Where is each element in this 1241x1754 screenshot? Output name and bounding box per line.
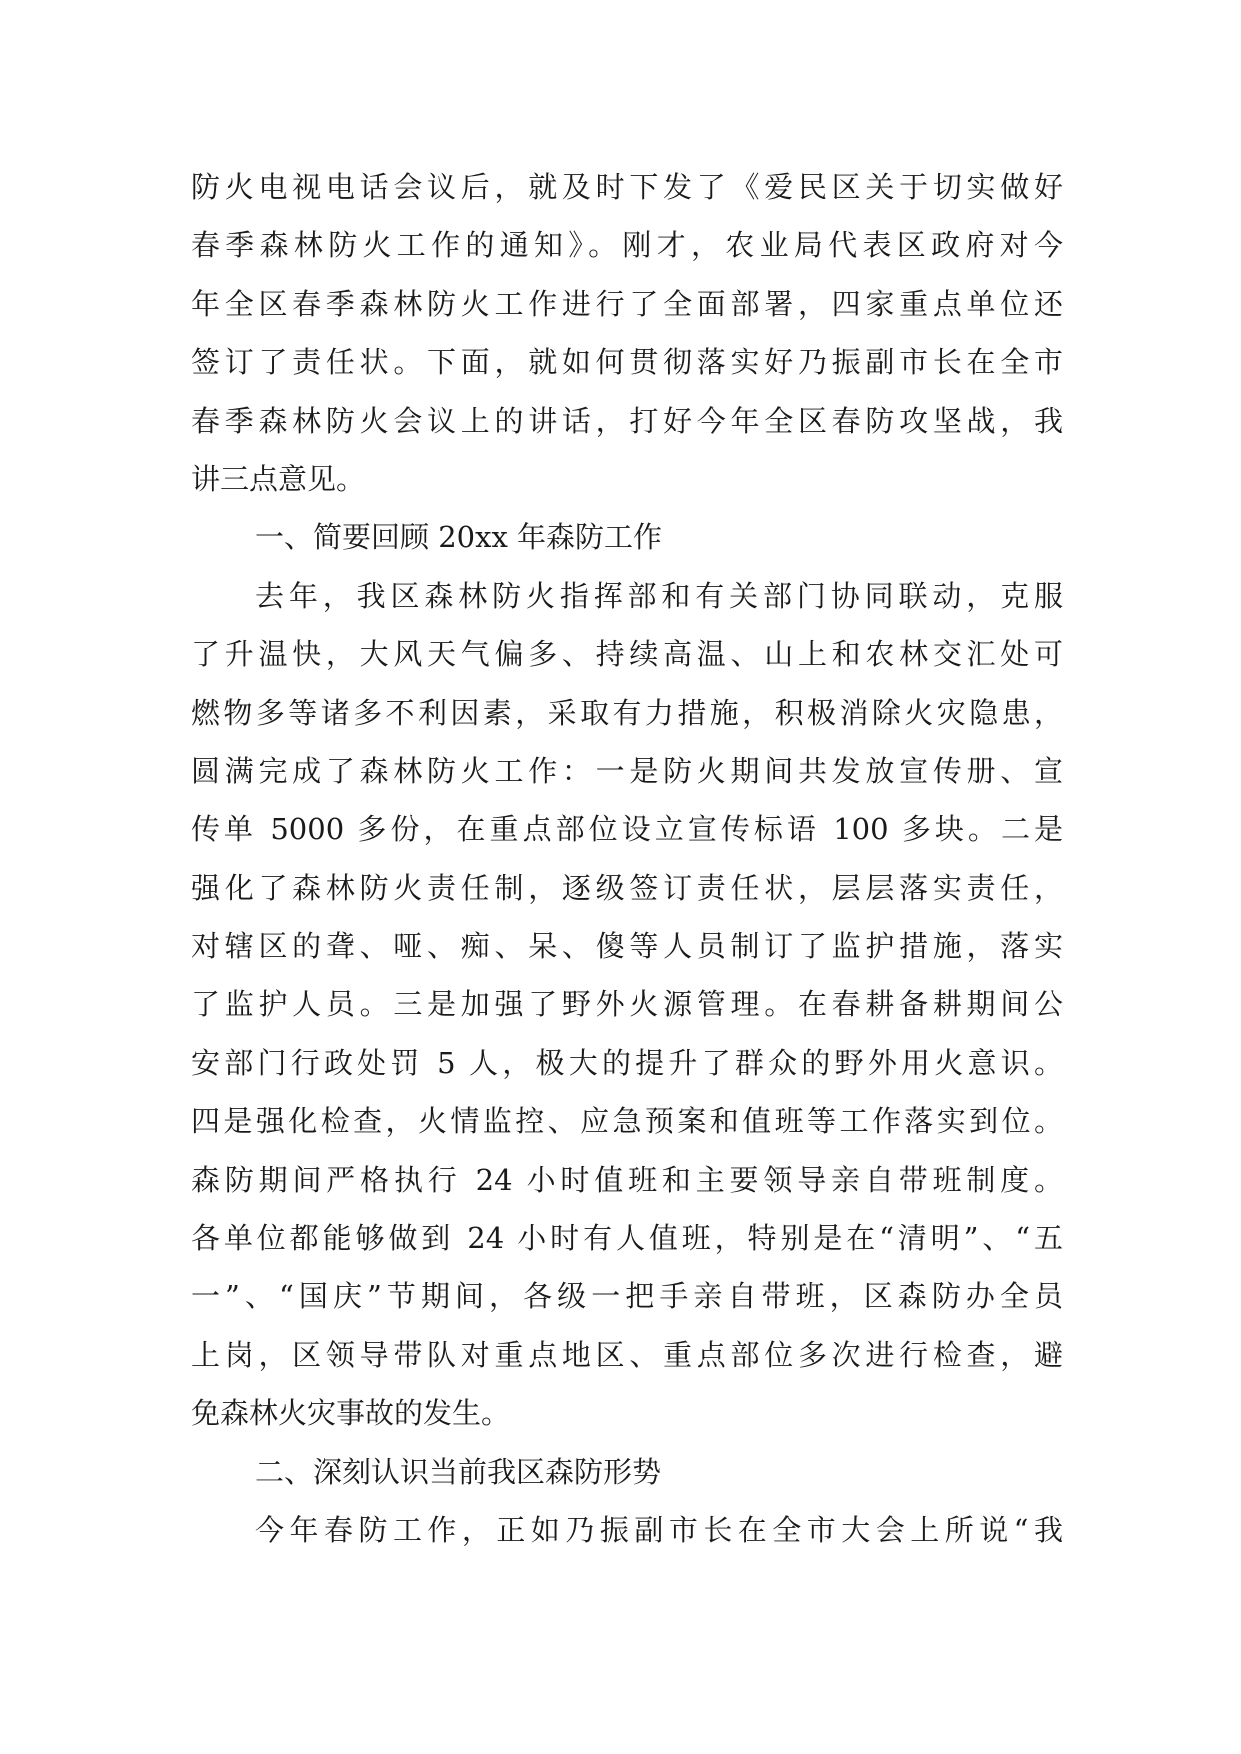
text-line: 春季森林防火工作的通知》。刚才，农业局代表区政府对今 — [191, 228, 1063, 263]
text-line: 了升温快，大风天气偏多、持续高温、山上和农林交汇处可 — [191, 637, 1063, 672]
text-line: 传单 5000 多份，在重点部位设立宣传标语 100 多块。二是 — [191, 812, 1063, 847]
text-line: 今年春防工作，正如乃振副市长在全市大会上所说“我 — [255, 1512, 1063, 1547]
text-line: 一”、“国庆”节期间，各级一把手亲自带班，区森防办全员 — [191, 1279, 1063, 1314]
text-line: 圆满完成了森林防火工作：一是防火期间共发放宣传册、宣 — [191, 753, 1063, 788]
text-line: 燃物多等诸多不利因素，采取有力措施，积极消除火灾隐患， — [191, 695, 1063, 730]
document-body — [191, 158, 1063, 1559]
text-line: 对辖区的聋、哑、痴、呆、傻等人员制订了监护措施，落实 — [191, 929, 1063, 964]
text-line: 安部门行政处罚 5 人，极大的提升了群众的野外用火意识。 — [191, 1045, 1063, 1080]
text-line: 上岗，区领导带队对重点地区、重点部位多次进行检查，避 — [191, 1337, 1063, 1372]
text-line: 签订了责任状。下面，就如何贯彻落实好乃振副市长在全市 — [191, 345, 1063, 380]
text-line: 年全区春季森林防火工作进行了全面部署，四家重点单位还 — [191, 286, 1063, 321]
text-line: 防火电视电话会议后，就及时下发了《爱民区关于切实做好 — [191, 170, 1063, 204]
text-line: 强化了森林防火责任制，逐级签订责任状，层层落实责任， — [191, 870, 1063, 905]
text-line: 春季森林防火会议上的讲话，打好今年全区春防攻坚战，我 — [191, 403, 1063, 438]
text-line: 免森林火灾事故的发生。 — [191, 1396, 511, 1431]
text-line: 二、深刻认识当前我区森防形势 — [255, 1454, 662, 1489]
text-line: 森防期间严格执行 24 小时值班和主要领导亲自带班制度。 — [191, 1162, 1063, 1197]
text-line: 一、简要回顾 20xx 年森防工作 — [255, 520, 663, 555]
text-line: 四是强化检查，火情监控、应急预案和值班等工作落实到位。 — [191, 1104, 1063, 1139]
text-line: 了监护人员。三是加强了野外火源管理。在春耕备耕期间公 — [191, 987, 1063, 1022]
text-line: 去年，我区森林防火指挥部和有关部门协同联动，克服 — [255, 578, 1063, 613]
text-line: 讲三点意见。 — [191, 461, 366, 496]
text-line: 各单位都能够做到 24 小时有人值班，特别是在“清明”、“五 — [191, 1221, 1063, 1256]
